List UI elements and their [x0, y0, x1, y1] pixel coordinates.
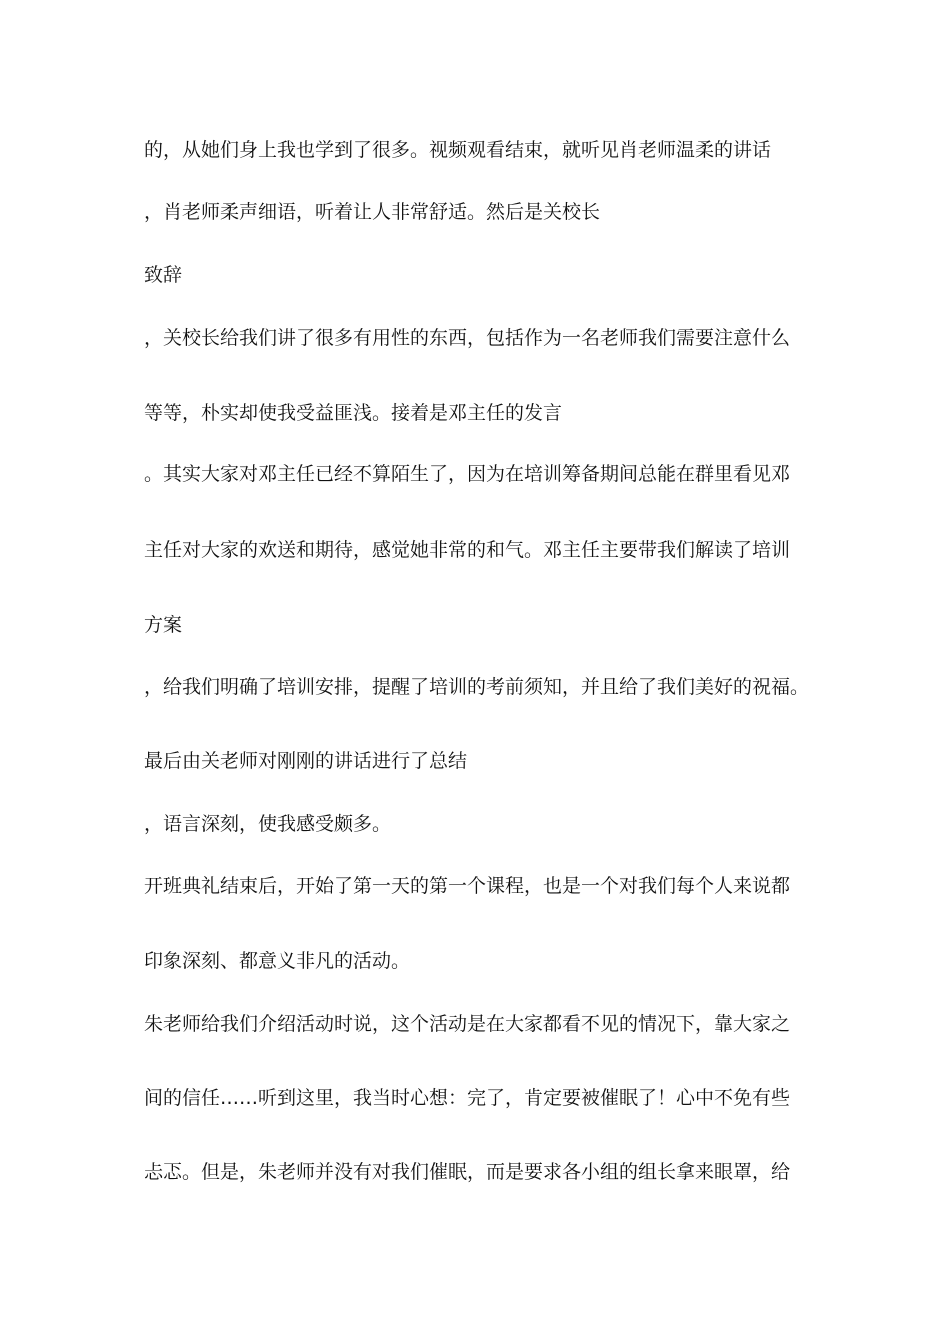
text-line: 忐忑。但是，朱老师并没有对我们催眠，而是要求各小组的组长拿来眼罩，给 [144, 1161, 791, 1183]
text-line: 印象深刻、都意义非凡的活动。 [144, 950, 411, 972]
text-line: 朱老师给我们介绍活动时说，这个活动是在大家都看不见的情况下，靠大家之 [144, 1013, 791, 1035]
text-line: 的，从她们身上我也学到了很多。视频观看结束，就听见肖老师温柔的讲话 [144, 139, 772, 161]
text-line: 。其实大家对邓主任已经不算陌生了，因为在培训筹备期间总能在群里看见邓 [144, 463, 791, 485]
text-line: 间的信任……听到这里，我当时心想：完了，肯定要被催眠了！心中不免有些 [144, 1087, 791, 1109]
text-line: 方案 [144, 614, 183, 636]
text-line: ，肖老师柔声细语，听着让人非常舒适。然后是关校长 [144, 201, 601, 223]
text-line: 最后由关老师对刚刚的讲话进行了总结 [144, 750, 468, 772]
text-line: ，关校长给我们讲了很多有用性的东西，包括作为一名老师我们需要注意什么 [144, 327, 791, 349]
text-line: 开班典礼结束后，开始了第一天的第一个课程，也是一个对我们每个人来说都 [144, 875, 791, 897]
text-line: ，给我们明确了培训安排，提醒了培训的考前须知，并且给了我们美好的祝福。 [144, 676, 810, 698]
text-line: ，语言深刻，使我感受颇多。 [144, 813, 392, 835]
text-line: 主任对大家的欢送和期待，感觉她非常的和气。邓主任主要带我们解读了培训 [144, 539, 791, 561]
text-line: 致辞 [144, 264, 183, 286]
text-line: 等等，朴实却使我受益匪浅。接着是邓主任的发言 [144, 402, 563, 424]
